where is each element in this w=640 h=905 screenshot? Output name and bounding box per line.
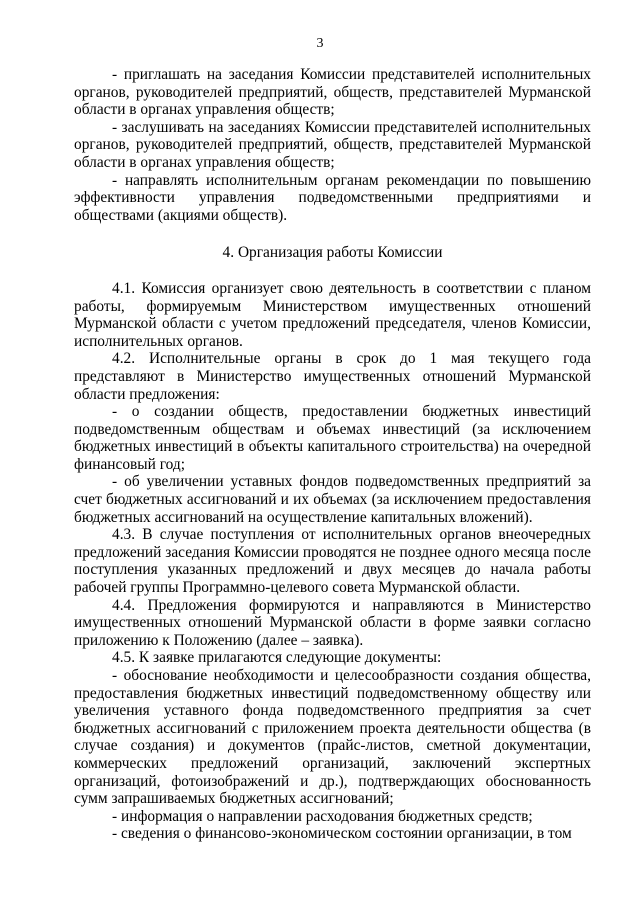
- paragraph: - заслушивать на заседаниях Комиссии представителей исполнительных органов, руководителей предприятий, обществ, представителей Мурманской области в органах управления обществ;: [74, 118, 591, 171]
- paragraph: 4.3. В случае поступления от исполнительных органов внеочередных предложений заседания Комиссии проводятся не позднее одного месяца после поступления указанных предложений и двух месяцев до начала работы рабочей группы Программно-целевого совета Мурманской области.: [74, 526, 591, 597]
- paragraph: - информация о направлении расходования бюджетных средств;: [112, 807, 533, 825]
- paragraph: 4.4. Предложения формируются и направляются в Министерство имущественных отношений Мурманской области в форме заявки согласно приложению к Положению (далее – заявка).: [74, 596, 591, 649]
- paragraph: - направлять исполнительным органам рекомендации по повышению эффективности управления подведомственными предприятиями и обществами (акциями обществ).: [74, 171, 591, 224]
- paragraph: - об увеличении уставных фондов подведомственных предприятий за счет бюджетных ассигнований и их объемах (за исключением предоставления бюджетных ассигнований на осуществление капитальных вложений).: [74, 473, 591, 526]
- paragraph: 4.1. Комиссия организует свою деятельность в соответствии с планом работы, формируемым Министерством имущественных отношений Мурманской области с учетом предложений председателя, членов Комиссии, исполнительных органов.: [74, 279, 591, 350]
- page-number: 3: [316, 36, 324, 51]
- paragraph: 4.2. Исполнительные органы в срок до 1 мая текущего года представляют в Министерство имущественных отношений Мурманской области предложения:: [74, 350, 591, 403]
- section-heading: 4. Организация работы Комиссии: [222, 244, 443, 262]
- document-body: [74, 66, 591, 843]
- paragraph: - о создании обществ, предоставлении бюджетных инвестиций подведомственным обществам и объемах инвестиций (за исключением бюджетных инвестиций в объекты капитального строительства) на очередной финансовый год;: [74, 403, 591, 473]
- paragraph: - приглашать на заседания Комиссии представителей исполнительных органов, руководителей предприятий, обществ, представителей Мурманской области в органах управления обществ;: [74, 66, 591, 119]
- paragraph: 4.5. К заявке прилагаются следующие документы:: [112, 649, 442, 667]
- paragraph: - сведения о финансово-экономическом состоянии организации, в том: [112, 825, 572, 843]
- paragraph: - обоснование необходимости и целесообразности создания общества, предоставления бюджетных инвестиций подведомственному обществу или увеличения уставного фонда подведомственного предприятия за счет бюджетных ассигнований с приложением проекта деятельности общества (в случае создания) и документов (прайс-листов, сметной документации, коммерческих предложений организаций, заключений экспертных организаций, фотоизображений и др.), подтверждающих обоснованность сумм запрашиваемых бюджетных ассигнований;: [74, 667, 591, 808]
